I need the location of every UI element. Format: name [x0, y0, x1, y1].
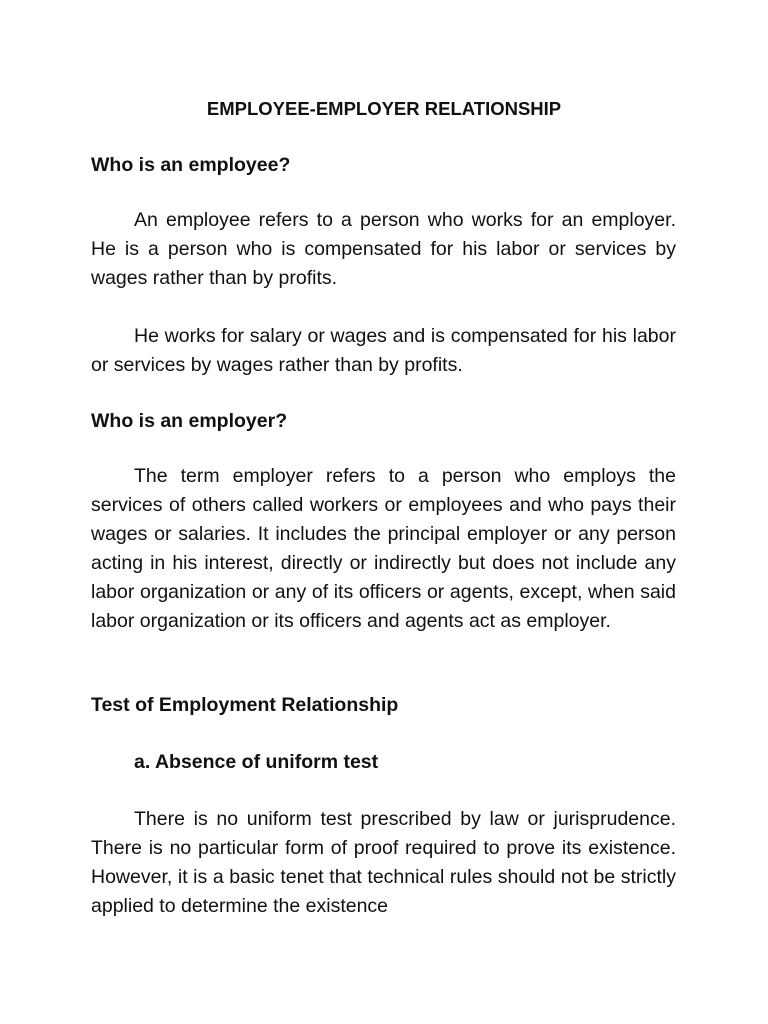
document-title: EMPLOYEE-EMPLOYER RELATIONSHIP	[206, 98, 562, 119]
section-heading-test: Test of Employment Relationship	[91, 694, 399, 716]
subsection-heading-absence: a. Absence of uniform test	[134, 751, 379, 773]
section-heading-employee: Who is an employee?	[91, 154, 291, 176]
paragraph-employer-definition: The term employer refers to a person who employs the services of others called workers or employees and who pays their wages or salaries. It includes the principal employer or any person acting in his interest, directly or indirectly but does not include any labor organization or any of its officers or agents, except, when said labor organization or its officers and agents act as employer.	[91, 465, 676, 632]
paragraph-absence-uniform-test: There is no uniform test prescribed by law or jurisprudence. There is no particular form of proof required to prove its existence. However, it is a basic tenet that technical rules should not be strictly applied to determine the existence	[91, 808, 676, 917]
paragraph-employee-definition: An employee refers to a person who works for an employer. He is a person who is compensated for his labor or services by wages rather than by profits.	[91, 209, 676, 289]
section-heading-employer: Who is an employer?	[91, 410, 288, 432]
paragraph-employee-wages: He works for salary or wages and is compensated for his labor or services by wages rather than by profits.	[91, 325, 676, 376]
